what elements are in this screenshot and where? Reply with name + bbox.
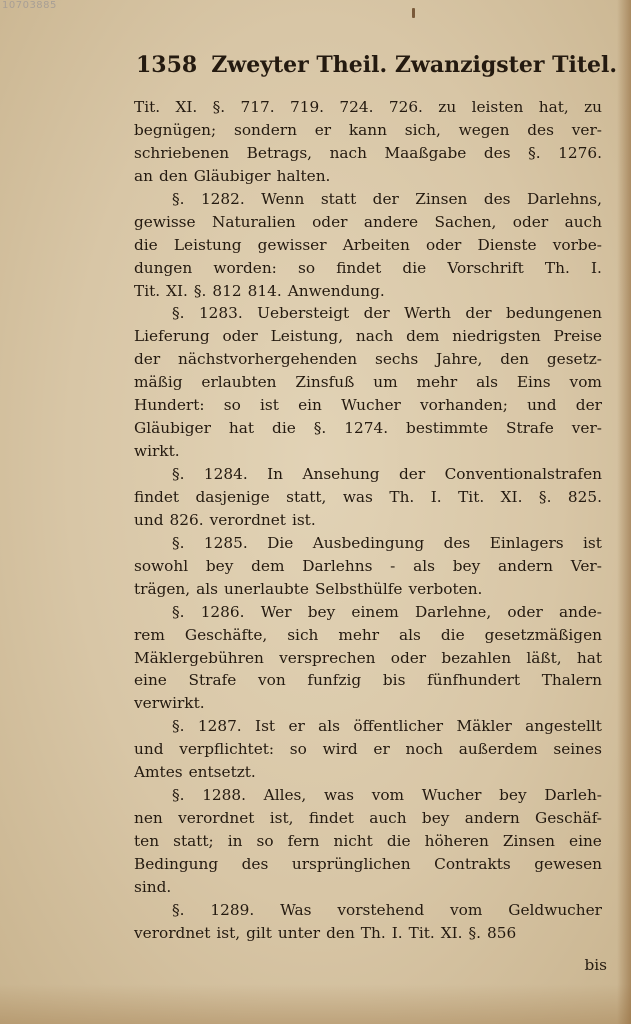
word: XI. — [500, 487, 523, 506]
word: §. — [172, 465, 185, 483]
page-header — [136, 52, 617, 78]
word: er — [373, 740, 390, 759]
text-line — [134, 601, 602, 624]
word: 1283. — [198, 304, 243, 323]
word: Tit. — [408, 923, 435, 942]
word: XI. — [175, 98, 198, 116]
word: hat, — [538, 98, 569, 116]
word: um — [373, 373, 398, 392]
word: so — [223, 396, 241, 415]
word: höheren — [424, 832, 489, 850]
word: ist, — [269, 809, 294, 828]
text-line — [134, 853, 602, 876]
text-line — [134, 578, 602, 601]
word: bey — [205, 556, 234, 575]
word: Gläubiger — [134, 419, 211, 438]
word: §. — [172, 304, 185, 323]
word: Geldwucher — [508, 900, 602, 919]
word: 724. — [339, 98, 374, 116]
text-line — [134, 417, 602, 440]
word: Zinsfuß — [295, 373, 355, 392]
word: Wer — [260, 602, 292, 621]
text-line — [134, 234, 602, 257]
word: Contrakts — [434, 854, 511, 873]
word: die — [134, 235, 158, 254]
word: dem — [251, 556, 285, 575]
word: Ansehung — [302, 465, 380, 483]
word: vorstehend — [337, 900, 425, 919]
word: bis — [382, 671, 406, 690]
word: Ist — [255, 717, 276, 736]
word: §. — [193, 281, 207, 300]
word: Zinsen — [502, 832, 555, 850]
word: niedrigsten — [452, 327, 541, 346]
word: Wenn — [261, 189, 305, 208]
word: sind. — [134, 877, 172, 896]
word: §. — [172, 189, 185, 208]
word: Ausbedingung — [312, 533, 425, 552]
word: Geschäf- — [535, 809, 602, 828]
word: bey — [421, 809, 450, 828]
word: §. — [313, 419, 327, 438]
word: zu — [584, 98, 602, 116]
word: Leistung — [173, 235, 242, 254]
word: außerdem — [458, 740, 538, 759]
word: statt — [320, 189, 357, 208]
word: Darleh- — [544, 786, 602, 805]
word: rem — [134, 625, 165, 644]
word: Betrags, — [246, 143, 313, 162]
word: Mäkler — [456, 717, 512, 736]
word: statt; — [173, 832, 214, 850]
word: bey — [452, 556, 481, 575]
text-line — [134, 899, 602, 922]
word: findet — [134, 487, 180, 506]
text-line — [134, 738, 602, 761]
text-line — [134, 509, 602, 532]
page-edge-shadow — [617, 0, 631, 1024]
word: Lieferung — [134, 327, 210, 346]
word: einem — [351, 602, 399, 621]
word: Th. — [360, 923, 386, 942]
word: gesetz- — [546, 350, 602, 369]
text-line — [134, 119, 602, 142]
word: gewesen — [534, 854, 602, 873]
word: §. — [172, 717, 185, 736]
word: als — [196, 579, 219, 598]
word: ist. — [291, 510, 316, 529]
word: leisten — [471, 98, 524, 116]
word: 1286. — [200, 602, 245, 621]
word: Th. — [389, 487, 415, 506]
word: wegen — [458, 120, 510, 139]
word: 826. — [169, 510, 204, 529]
word: Jahre, — [436, 350, 483, 369]
word: die — [272, 419, 296, 438]
text-line — [134, 486, 602, 509]
word: als — [413, 556, 435, 575]
word: 717. — [240, 98, 275, 116]
text-line — [134, 463, 602, 486]
word: ten — [134, 832, 160, 850]
word: §. — [172, 786, 185, 805]
word: §. — [468, 923, 482, 942]
word: öffentlicher — [353, 717, 444, 736]
word: mehr — [338, 625, 380, 644]
word: Die — [267, 533, 294, 552]
word: 825. — [567, 487, 602, 506]
word: Amtes — [134, 763, 183, 782]
word: trägen, — [134, 579, 191, 598]
word: 1276. — [558, 143, 602, 162]
word: dasjenige — [195, 487, 270, 506]
word: dem — [406, 327, 440, 346]
text-line — [134, 669, 602, 692]
word: den — [158, 166, 188, 185]
word: - — [390, 556, 396, 575]
word: andern — [464, 809, 520, 828]
word: so — [289, 740, 307, 759]
word: oder — [222, 327, 258, 346]
word: verordnet — [209, 510, 286, 529]
word: gilt — [246, 923, 272, 942]
word: die — [386, 832, 411, 850]
word: unter — [277, 923, 321, 942]
word: Preise — [553, 327, 602, 346]
word: erlaubten — [201, 373, 277, 392]
word: oder — [312, 212, 348, 231]
word: des — [483, 143, 511, 162]
word: ist — [259, 396, 279, 415]
word: Eins — [516, 373, 551, 392]
text-line — [134, 624, 602, 647]
word: Tit. — [134, 281, 161, 300]
word: verboten. — [408, 579, 483, 598]
word: ver- — [571, 120, 602, 139]
word: Wucher — [421, 786, 482, 805]
word: dungen — [134, 258, 193, 277]
word: den — [500, 350, 529, 369]
text-line — [134, 96, 602, 119]
text-line — [134, 257, 602, 280]
text-line — [134, 830, 602, 853]
word: als — [318, 717, 341, 736]
body-text — [134, 96, 602, 945]
word: 719. — [289, 98, 325, 116]
word: und — [134, 740, 164, 759]
word: §. — [172, 533, 185, 552]
text-line — [134, 761, 602, 784]
word: nach — [355, 327, 394, 346]
word: was — [323, 786, 355, 805]
word: Conventionalstrafen — [444, 465, 602, 483]
word: §. — [172, 900, 185, 919]
word: Geschäfte, — [184, 625, 268, 644]
word: der — [465, 304, 492, 323]
word: Hundert: — [134, 396, 205, 415]
word: oder — [512, 212, 549, 231]
word: Sachen, — [434, 212, 497, 231]
running-title: Zweyter Theil. Zwanzigster Titel. — [211, 52, 617, 78]
word: Ver- — [570, 556, 602, 575]
word: sowohl — [134, 556, 189, 575]
word: I. — [391, 923, 403, 942]
word: vom — [569, 373, 602, 392]
word: Mäklergebühren — [134, 648, 264, 667]
word: statt, — [286, 487, 327, 506]
text-line — [134, 440, 602, 463]
text-line — [134, 371, 602, 394]
word: nächstvorhergehenden — [178, 350, 358, 369]
word: findet — [336, 258, 382, 277]
text-line — [134, 715, 602, 738]
text-line — [134, 922, 602, 945]
word: angestellt — [525, 717, 602, 736]
word: fern — [287, 832, 320, 850]
word: wirkt. — [134, 442, 180, 461]
word: gesetzmäßigen — [484, 625, 602, 644]
text-line — [134, 211, 602, 234]
word: oder — [425, 235, 462, 254]
word: auch — [369, 809, 407, 828]
word: 814. — [247, 281, 282, 300]
text-line — [134, 302, 602, 325]
word: Anwendung. — [287, 281, 385, 300]
page-bottom-shadow — [0, 984, 631, 1024]
word: 1287. — [197, 717, 242, 736]
word: ande- — [558, 602, 602, 621]
word: verordnet — [134, 923, 211, 942]
word: er — [288, 717, 305, 736]
text-line — [134, 280, 602, 303]
word: hat — [576, 648, 602, 667]
word: als — [476, 373, 498, 392]
text-line — [134, 784, 602, 807]
text-line — [134, 348, 602, 371]
catchword: bis — [584, 956, 607, 974]
text-line — [134, 532, 602, 555]
word: ursprünglichen — [291, 854, 411, 873]
word: Tit. — [134, 98, 161, 116]
word: fünfhundert — [427, 671, 521, 690]
text-line — [134, 188, 602, 211]
word: die — [402, 258, 427, 277]
word: sich, — [404, 120, 441, 139]
word: Selbsthülfe — [314, 579, 403, 598]
word: versprechen — [279, 648, 376, 667]
word: entsetzt. — [188, 763, 256, 782]
word: der — [134, 350, 161, 369]
word: gewisse — [134, 212, 196, 231]
word: an — [134, 166, 153, 185]
word: so — [256, 832, 274, 850]
word: 856 — [487, 923, 517, 942]
word: hat — [228, 419, 255, 438]
word: als — [399, 625, 421, 644]
word: nen — [134, 809, 163, 828]
word: bey — [499, 786, 527, 805]
word: andern — [497, 556, 553, 575]
word: der — [399, 465, 426, 483]
word: den — [326, 923, 355, 942]
word: oder — [390, 648, 427, 667]
word: kann — [348, 120, 387, 139]
word: §. — [538, 487, 552, 506]
word: schriebenen — [134, 143, 230, 162]
word: bestimmte — [406, 419, 488, 438]
word: Uebersteigt — [257, 304, 350, 323]
word: läßt, — [526, 648, 562, 667]
text-line — [134, 807, 602, 830]
word: Zinsen — [415, 189, 468, 208]
word: unerlaubte — [224, 579, 309, 598]
text-line — [134, 142, 602, 165]
text-line — [134, 692, 602, 715]
word: zu — [438, 98, 457, 116]
word: in — [227, 832, 243, 850]
word: eine — [569, 832, 602, 850]
word: des — [241, 854, 269, 873]
word: 812 — [212, 281, 242, 300]
word: Einlagers — [489, 533, 564, 552]
word: und — [134, 510, 164, 529]
word: vom — [450, 900, 483, 919]
word: funfzig — [307, 671, 362, 690]
word: XI. — [440, 923, 463, 942]
word: noch — [405, 740, 444, 759]
word: vom — [371, 786, 405, 805]
text-line — [134, 555, 602, 578]
word: Leistung, — [270, 327, 344, 346]
word: Vorschrift — [447, 258, 524, 277]
word: Was — [280, 900, 312, 919]
word: §. — [528, 143, 541, 162]
text-line — [134, 165, 602, 188]
word: Alles, — [263, 786, 307, 805]
word: Werth — [404, 304, 451, 323]
word: §. — [172, 602, 185, 621]
word: ver- — [571, 419, 602, 438]
word: Darlehne, — [414, 602, 492, 621]
word: Thalern — [541, 671, 602, 690]
word: Maaßgabe — [384, 143, 467, 162]
word: I. — [430, 487, 442, 506]
word: sich — [287, 625, 319, 644]
word: vorbe- — [552, 235, 602, 254]
word: gewisser — [257, 235, 327, 254]
word: von — [258, 671, 286, 690]
word: In — [267, 465, 284, 483]
word: 1288. — [202, 786, 246, 805]
word: der — [575, 396, 602, 415]
word: mehr — [416, 373, 458, 392]
word: findet — [308, 809, 354, 828]
word: oder — [507, 602, 543, 621]
word: I. — [591, 258, 602, 277]
word: der — [372, 189, 399, 208]
word: Dienste — [477, 235, 537, 254]
word: auch — [564, 212, 602, 231]
word: verordnet — [178, 809, 255, 828]
word: worden: — [213, 258, 277, 277]
word: ist — [583, 533, 602, 552]
word: der — [363, 304, 390, 323]
word: 1285. — [203, 533, 248, 552]
word: Arbeiten — [342, 235, 410, 254]
word: Strafe — [188, 671, 237, 690]
word: verwirkt. — [134, 694, 205, 713]
word: begnügen; — [134, 120, 217, 139]
word: Tit. — [458, 487, 485, 506]
word: Th. — [544, 258, 570, 277]
word: halten. — [276, 166, 331, 185]
word: Wucher — [341, 396, 401, 415]
word: 1289. — [210, 900, 255, 919]
word: bey — [307, 602, 336, 621]
word: Bedingung — [134, 854, 219, 873]
word: des — [443, 533, 471, 552]
word: seines — [553, 740, 602, 759]
word: und — [527, 396, 557, 415]
word: er — [314, 120, 332, 139]
ink-mark — [412, 8, 415, 18]
word: Gläubiger — [193, 166, 271, 185]
word: wird — [322, 740, 358, 759]
word: bedungenen — [506, 304, 602, 323]
word: was — [342, 487, 373, 506]
word: sechs — [375, 350, 419, 369]
word: andere — [363, 212, 419, 231]
word: mäßig — [134, 373, 183, 392]
text-line — [134, 394, 602, 417]
word: Darlehns — [302, 556, 373, 575]
word: Strafe — [505, 419, 554, 438]
text-line — [134, 647, 602, 670]
word: §. — [212, 98, 226, 116]
word: ein — [298, 396, 322, 415]
word: bezahlen — [441, 648, 512, 667]
word: vorhanden; — [420, 396, 508, 415]
word: Darlehns, — [526, 189, 602, 208]
word: nach — [329, 143, 367, 162]
page-number: 1358 — [136, 52, 198, 78]
text-line — [134, 876, 602, 899]
word: nicht — [333, 832, 373, 850]
word: verpflichtet: — [179, 740, 275, 759]
word: des — [483, 189, 511, 208]
word: des — [527, 120, 554, 139]
word: 1282. — [200, 189, 245, 208]
word: 1274. — [344, 419, 389, 438]
word: eine — [134, 671, 167, 690]
word: 726. — [388, 98, 423, 116]
word: Naturalien — [212, 212, 296, 231]
catalog-id: 10703885 — [2, 0, 57, 11]
word: die — [440, 625, 465, 644]
word: XI. — [166, 281, 188, 300]
word: 1284. — [203, 465, 248, 483]
text-line — [134, 325, 602, 348]
word: sondern — [234, 120, 297, 139]
word: ist, — [216, 923, 241, 942]
word: so — [297, 258, 316, 277]
